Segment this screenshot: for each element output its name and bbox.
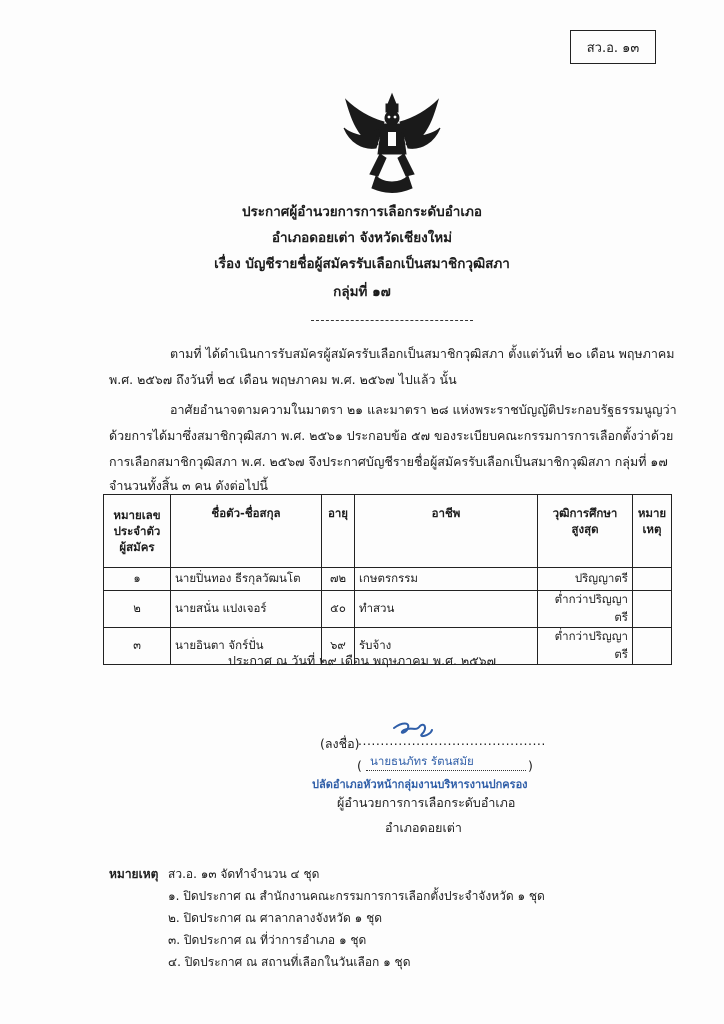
header-education-line2: สูงสุด	[571, 522, 599, 536]
paragraph-2-line-3: การเลือกสมาชิกวุฒิสภา พ.ศ. ๒๕๖๗ จึงประกาศบัญชีรายชื่อผู้สมัครรับเลือกเป็นสมาชิกวุฒิสภา กลุ่มที่ ๑๗	[109, 454, 668, 469]
cell-number: ๑	[104, 568, 171, 591]
cell-remark	[633, 568, 672, 591]
district-line: อำเภอดอยเต่า จังหวัดเชียงใหม่	[271, 230, 453, 246]
table-row	[104, 591, 672, 628]
notes-label: หมายเหตุ	[109, 867, 159, 881]
signer-dotted-line	[366, 770, 526, 771]
table-row	[104, 568, 672, 591]
header-education-line1: วุฒิการศึกษา	[552, 506, 618, 520]
cell-name: นายปิ่นทอง ธีรกุลวัฒนโต	[171, 568, 322, 591]
group-line: กลุ่มที่ ๑๗	[333, 284, 391, 300]
subject-line: เรื่อง บัญชีรายชื่อผู้สมัครรับเลือกเป็นสมาชิกวุฒิสภา	[214, 256, 510, 272]
signer-name-close: )	[528, 758, 533, 773]
paragraph-2-line-1: อาศัยอำนาจตามความในมาตรา ๒๑ และมาตรา ๒๘ แห่งพระราชบัญญัติประกอบรัฐธรรมนูญว่า	[170, 402, 677, 417]
cell-education: ต่ำกว่าปริญญาตรี	[538, 628, 633, 665]
notes-item: ๓. ปิดประกาศ ณ ที่ว่าการอำเภอ ๑ ชุด	[168, 933, 367, 947]
cell-name: นายสนั่น แปงเจอร์	[171, 591, 322, 628]
header-candidate-number	[104, 495, 171, 568]
header-number-line3: ผู้สมัคร	[119, 540, 155, 554]
cell-name: นายอินตา จักร์ปั่น	[171, 628, 322, 665]
header-number-line1: หมายเลข	[113, 508, 161, 522]
paragraph-1-line-1: ตามที่ ได้ดำเนินการรับสมัครผู้สมัครรับเลือกเป็นสมาชิกวุฒิสภา ตั้งแต่วันที่ ๒๐ เดือน พฤษภาคม	[170, 346, 675, 361]
signer-name-open: (	[357, 758, 362, 773]
header-education	[538, 495, 633, 568]
cell-occupation: รับจ้าง	[355, 628, 538, 665]
notes-item: ๔. ปิดประกาศ ณ สถานที่เลือกในวันเลือก ๑ ชุด	[168, 955, 411, 969]
header-occupation: อาชีพ	[355, 495, 538, 568]
header-name: ชื่อตัว-ชื่อสกุล	[171, 495, 322, 568]
signer-office: อำเภอดอยเต่า	[385, 820, 462, 835]
paragraph-2-line-4: จำนวนทั้งสิ้น ๓ คน ดังต่อไปนี้	[109, 478, 268, 493]
header-age: อายุ	[322, 495, 355, 568]
notes-intro: สว.อ. ๑๓ จัดทำจำนวน ๔ ชุด	[168, 867, 320, 881]
header-remark	[633, 495, 672, 568]
paragraph-2-line-2: ด้วยการได้มาซึ่งสมาชิกวุฒิสภา พ.ศ. ๒๕๖๑ ประกอบข้อ ๕๗ ของระเบียบคณะกรรมการการเลือกตั้งว่าด้วย	[109, 428, 674, 443]
signer-position: ผู้อำนวยการการเลือกระดับอำเภอ	[337, 795, 516, 810]
notes-item: ๑. ปิดประกาศ ณ สำนักงานคณะกรรมการการเลือกตั้งประจำจังหวัด ๑ ชุด	[168, 889, 545, 903]
cell-remark	[633, 591, 672, 628]
cell-age: ๕๐	[322, 591, 355, 628]
cell-number: ๒	[104, 591, 171, 628]
title-divider	[311, 320, 473, 321]
header-number-line2: ประจำตัว	[113, 524, 161, 538]
header-remark-line1: หมาย	[637, 506, 667, 520]
header-remark-line2: เหตุ	[642, 522, 662, 536]
cell-education: ปริญญาตรี	[538, 568, 633, 591]
candidate-table	[103, 494, 672, 665]
cell-number: ๓	[104, 628, 171, 665]
announcement-title: ประกาศผู้อำนวยการการเลือกระดับอำเภอ	[241, 204, 483, 220]
cell-education: ต่ำกว่าปริญญาตรี	[538, 591, 633, 628]
cell-occupation: ทำสวน	[355, 591, 538, 628]
garuda-emblem-icon	[340, 92, 444, 194]
table-header-row	[104, 495, 672, 568]
cell-age: ๗๒	[322, 568, 355, 591]
cell-age: ๖๙	[322, 628, 355, 665]
signer-name: นายธนภัทร รัตนสมัย	[370, 754, 474, 768]
notes-item: ๒. ปิดประกาศ ณ ศาลากลางจังหวัด ๑ ชุด	[168, 911, 383, 925]
announce-date: ประกาศ ณ วันที่ ๒๙ เดือน พฤษภาคม พ.ศ. ๒๕๖๗	[228, 653, 496, 668]
form-code: สว.อ. ๑๓	[586, 40, 640, 56]
handwritten-signature	[390, 718, 434, 744]
sign-dotted-line: ..........................................	[358, 733, 546, 748]
paragraph-1-line-2: พ.ศ. ๒๕๖๗ ถึงวันที่ ๒๔ เดือน พฤษภาคม พ.ศ. ๒๕๖๗ ไปแล้ว นั้น	[109, 372, 457, 387]
cell-occupation: เกษตรกรรม	[355, 568, 538, 591]
form-code-box	[570, 30, 656, 64]
position-stamp: ปลัดอำเภอหัวหน้ากลุ่มงานบริหารงานปกครอง	[312, 778, 528, 791]
sign-label: (ลงชื่อ)	[320, 736, 360, 751]
